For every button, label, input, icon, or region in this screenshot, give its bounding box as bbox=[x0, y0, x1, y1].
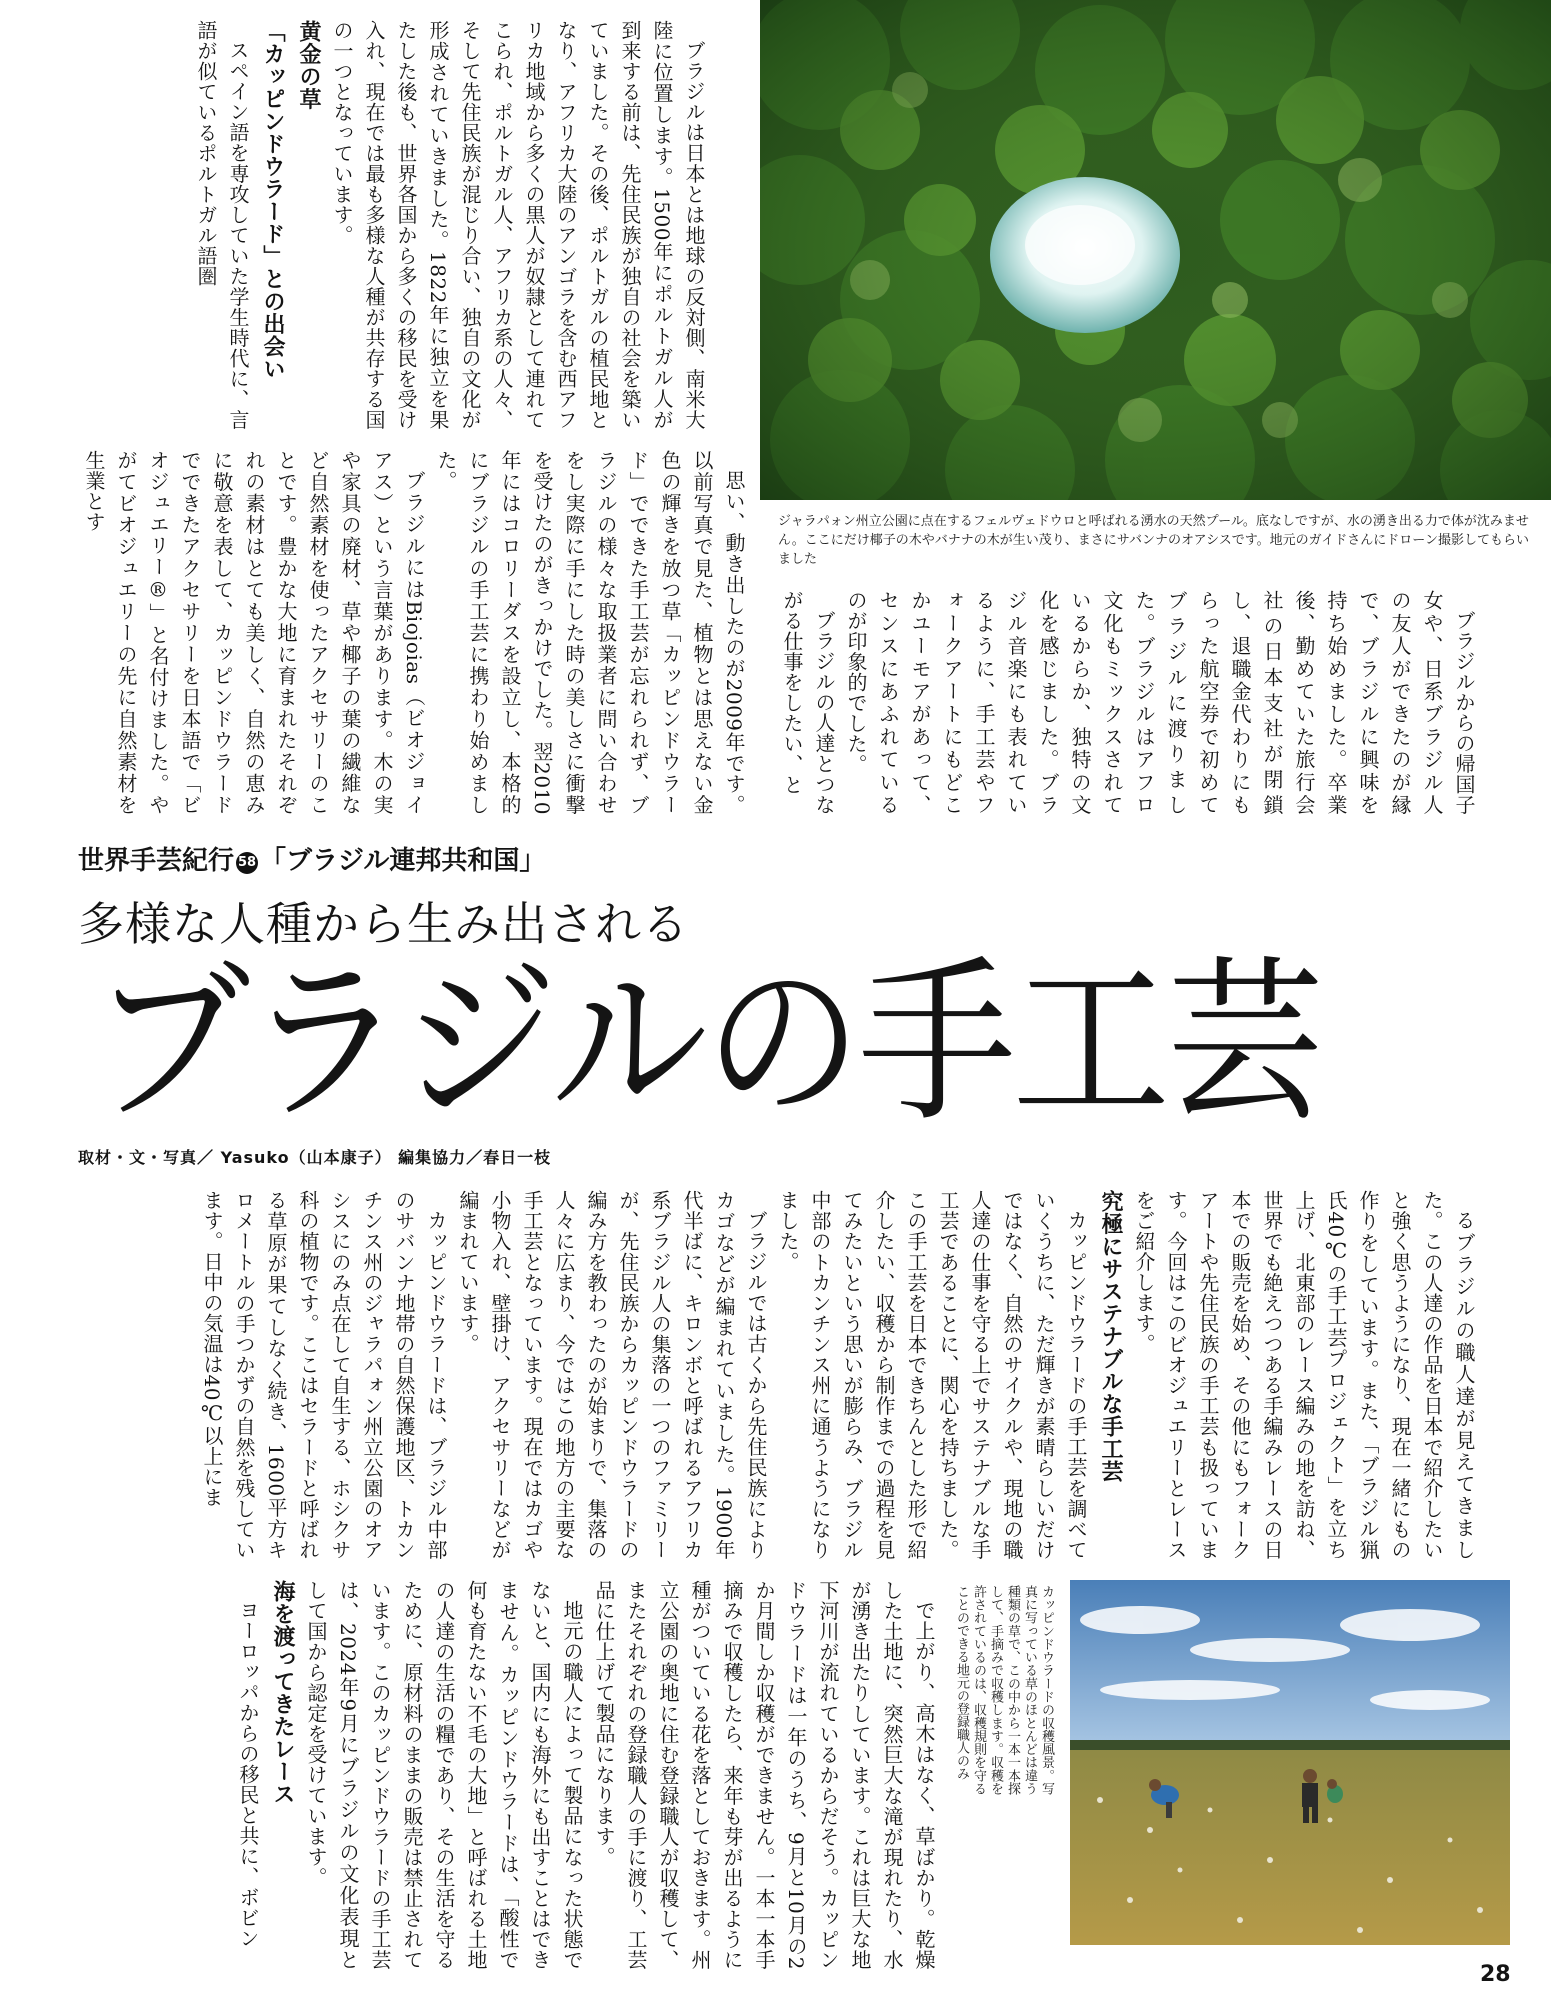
section-heading-lace: 海を渡ってきたレース bbox=[270, 1580, 295, 1805]
craft-paragraph-2: カッピンドウラードの手工芸を調べていくうちに、ただ輝きが素晴らしいだけではなく、自然のサイクルや、現地の職人達の仕事を守る上でサステナブルな手工芸であることに、関心を持ちました。この手工芸を日本できちんとした形で紹介したい、収穫から制作までの過程を見てみたいという思いが膨らみ、ブラジル中部のトカンチンス州に通うようになりました。 bbox=[776, 1190, 1088, 1560]
intro-column bbox=[70, 20, 710, 430]
photo-harvest bbox=[1070, 1580, 1510, 1945]
background-paragraph-1: ブラジルからの帰国子女や、日系ブラジル人の友人ができたのが縁で、ブラジルに興味を持ち始めました。卒業後、勤めていた旅行会社の日本支社が閉鎖し、退職金代わりにもらった航空券で初めてブラジルに渡りました。ブラジルはアフロ文化もミックスされているからか、独特の文化を感じました。ブラジル音楽にも表れているように、手工芸やフォークアートにもどこかユーモアがあって、センスにあふれているのが印象的でした。 bbox=[844, 590, 1476, 815]
series-country: 「ブラジル連邦共和国」 bbox=[260, 846, 546, 876]
encounter-paragraph: スペイン語を専攻していた学生時代に、言語が似ているポルトガル語圏 bbox=[194, 20, 250, 430]
story-paragraph-1: 思い、動き出したのが2009年です。以前写真で見た、植物とは思えない金色の輝きを放つ草「カッピンドウラード」でできた手工芸が忘れられず、ブラジルの様々な取扱業者に問い合わせをし実際に手にした時の美しさに衝撃を受けたのがきっかけでした。翌2010年にはコロリーダスを設立し、本格的にブラジルの手工芸に携わり始めました。 bbox=[434, 450, 746, 815]
background-column bbox=[780, 590, 1480, 815]
craft-paragraph-4: カッピンドウラードは、ブラジル中部のサバンナ地帯の自然保護地区、トカンチンス州のジャラパォン州立公園のオアシスにのみ点在して自生する、ホシクサ科の植物です。ここはセラードと呼ばれる草原が果てしなく続き、1600平方キロメートルの手つかずの自然を残しています。日中の気温は40℃以上にま bbox=[200, 1190, 448, 1561]
section-heading-encounter: 「カッピンドウラード」との出会い bbox=[260, 20, 285, 380]
section-heading-golden-grass: 黄金の草 bbox=[296, 20, 321, 110]
background-paragraph-2: ブラジルの人達とつながる仕事をしたい、と bbox=[780, 590, 836, 815]
intro-paragraph: ブラジルは日本とは地球の反対側、南米大陸に位置します。1500年にポルトガル人が到来する前は、先住民族が独自の社会を築いていました。その後、ポルトガルの植民地となり、アフリカ大陸のアンゴラを含む西アフリカ地域から多くの黒人が奴隷として連れてこられ、ポルトガル人、アフリカ系の人々、そして先住民族が混じり合い、独自の文化が形成されていきました。1822年に独立を果たした後も、世界各国から多くの移民を受け入れ、現在では最も多様な人種が共存する国の一つとなっています。 bbox=[330, 20, 706, 430]
harvest-column bbox=[70, 1580, 940, 1970]
photo-bottom-caption: カッピンドウラードの収穫風景。写真に写っている草のほとんどは違う種類の草で、この中から一本一本探して、手摘みで収穫します。収穫を許されているのは、収穫規則を守ることのできる地元の登録職人のみ bbox=[954, 1585, 1054, 1795]
craft-column bbox=[70, 1190, 1480, 1560]
subtitle: 多様な人種から生み出される bbox=[78, 897, 689, 951]
story-paragraph-2: ブラジルにはBiojoias（ビオジョイアス）という言葉があります。木の実や家具の廃材、草や椰子の葉の繊維など自然素材を使ったアクセサリーのことです。豊かな大地に育まれたそれぞれの素材はとても美しく、自然の恵みに敬意を表して、カッピンドウラードでできたアクセサリーを日本語で「ビオジュエリー®」と名付けました。やがてビオジュエリーの先に自然素材を生業とす bbox=[82, 450, 426, 815]
harvest-field-illustration bbox=[1070, 1580, 1510, 1945]
series-number: 58 bbox=[236, 852, 258, 874]
page-number: 28 bbox=[1480, 1962, 1511, 1987]
photo-top-caption: ジャラパォン州立公園に点在するフェルヴェドウロと呼ばれる湧水の天然プール。底なしですが、水の湧き出る力で体が沈みません。ここにだけ椰子の木やバナナの木が生い茂り、まさにサバンナのオアシスです。地元のガイドさんにドローン撮影してもらいました bbox=[778, 514, 1530, 567]
credit-line: 取材・文・写真／ Yasuko（山本康子） 編集協力／春日一枝 bbox=[78, 1148, 552, 1167]
main-title: ブラジルの手工芸 bbox=[92, 940, 1321, 1147]
lace-paragraph: ヨーロッパからの移民と共に、ボビン bbox=[236, 1600, 260, 1949]
photo-aerial-oasis bbox=[760, 0, 1551, 500]
series-prefix: 世界手芸紀行 bbox=[78, 846, 235, 876]
aerial-forest-illustration bbox=[760, 0, 1551, 500]
story-column bbox=[70, 450, 750, 815]
craft-paragraph-3: ブラジルでは古くから先住民族によりカゴなどが編まれていました。1900年代半ばに、キロンボと呼ばれるアフリカ系ブラジル人の集落の一つのファミリーが、先住民族からカッピンドウラードの編み方を教わったのが始まりで、集落の人々に広まり、今ではこの地方の主要な手工芸となっています。現在ではカゴや小物入れ、壁掛け、アクセサリーなどが編まれています。 bbox=[456, 1190, 768, 1560]
section-heading-sustainable: 究極にサステナブルな手工芸 bbox=[1098, 1190, 1123, 1483]
craft-paragraph-1: るブラジルの職人達が見えてきました。この人達の作品を日本で紹介したいと強く思うようになり、現在一緒にもの作りをしています。また、「ブラジル猟氏40℃の手工芸プロジェクト」を立ち上げ、北東部のレース編みの地を訪ね、世界でも絶えつつある手編みレースの日本での販売を始め、その他にもフォークアートや先住民族の手工芸も扱っています。今回はこのビオジュエリーとレースをご紹介します。 bbox=[1132, 1190, 1476, 1561]
harvest-paragraph-1: で上がり、高木はなく、草ばかり。乾燥した土地に、突然巨大な滝が現れたり、水が湧き出たりしています。これは巨大な地下河川が流れているからだそう。カッピンドウラードは一年のうち、9月と10月の2か月間しか収穫ができません。一本一本手摘みで収穫したら、来年も芽が出るように種がついている花を落としておきます。州立公園の奥地に住む登録職人が収穫して、またそれぞれの登録職人の手に渡り、工芸品に仕上げて製品になります。 bbox=[592, 1580, 936, 1970]
series-label bbox=[78, 840, 545, 877]
harvest-paragraph-2: 地元の職人によって製品になった状態でないと、国内にも海外にも出すことはできません。カッピンドウラードは、「酸性で何も育たない不毛の大地」と呼ばれる土地の人達の生活の糧であり、その生活を守るために、原材料のままの販売は禁止されています。このカッピンドウラードの手工芸は、2024年9月にブラジルの文化表現として国から認定を受けています。 bbox=[304, 1580, 584, 1970]
